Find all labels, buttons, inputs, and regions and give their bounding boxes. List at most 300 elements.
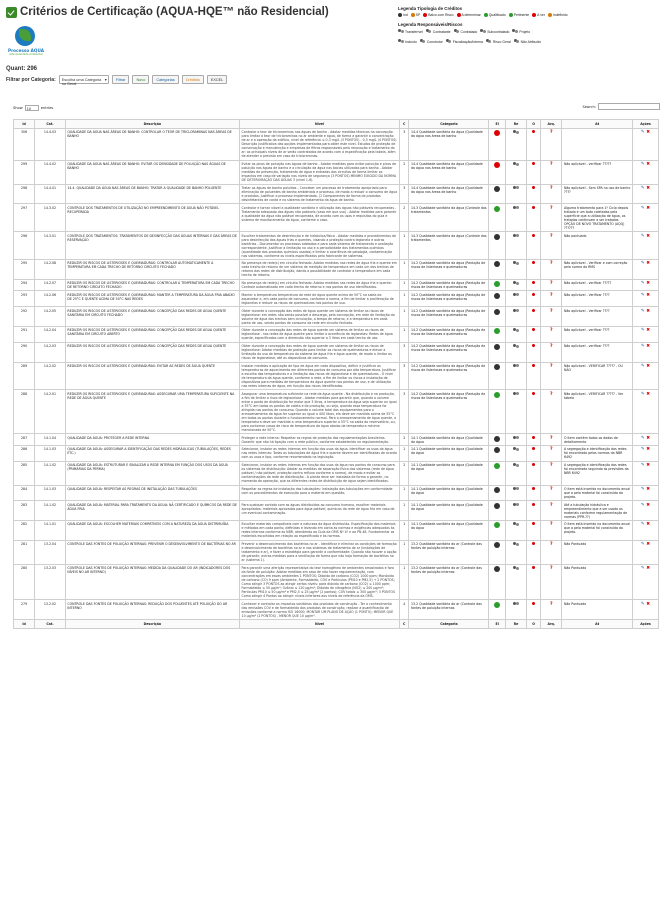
- delete-icon[interactable]: ✖: [644, 261, 651, 267]
- row-actions: [632, 600, 658, 620]
- row-actions: [632, 342, 658, 362]
- row-arq: [541, 160, 562, 184]
- table-row[interactable]: [14, 362, 659, 390]
- edit-icon[interactable]: ✎: [640, 308, 645, 314]
- row-c: 1: [400, 521, 409, 541]
- status-icon: [494, 364, 500, 370]
- legend-item: [398, 13, 408, 17]
- row-description: REDUZIR OS RISCOS DE LISTERIOSES E QUEIMADURAS: CONCEPÇÃO DAS REDES DE ÁGUA QUENTE SANITÁRIA EM CIRCUITO FECHADO: [65, 307, 239, 327]
- row-arq: [541, 307, 562, 327]
- people-icon: [513, 487, 519, 492]
- row-description: CONTROLE DOS TRATAMENTOS: TRATAMENTOS DE DESINFECÇÃO DAS ÁGUAS INTERNAS E DAS ÁREAS DE RESERVAÇÃO: [65, 232, 239, 260]
- row-category: 14.3 Qualidade sanitária da água (Controle dos tratamentos: [409, 232, 489, 260]
- question-icon: ?: [549, 281, 553, 287]
- row-ei: [489, 307, 505, 327]
- row-actions: [632, 434, 658, 446]
- edit-icon[interactable]: ✎: [640, 435, 645, 441]
- row-re: [505, 434, 526, 446]
- row-ei: [489, 184, 505, 204]
- edit-icon[interactable]: ✎: [640, 542, 645, 548]
- legend-item: [509, 13, 529, 17]
- column-header[interactable]: Categoria: [409, 120, 489, 129]
- flag-icon: [532, 463, 535, 466]
- row-ei: [489, 445, 505, 461]
- delete-icon[interactable]: ✖: [644, 566, 651, 572]
- row-cat: 14.2.06: [35, 291, 66, 307]
- row-description: REDUZIR OS RISCOS DE LISTERIOSES E QUEIMADURAS: CONCEPÇÃO DAS REDES DE ÁGUA QUENTE SANITÁRIA EM CIRCUITO ABERTO: [65, 327, 239, 343]
- row-id: 295: [14, 259, 35, 279]
- row-description: CONTROLE DAS FONTES DE POLUIÇÃO INTERNAS: MEDIDA DA QUALIDADE DO AR (INDICADORES DOS NÍVEIS NO AR INTERNO): [65, 564, 239, 600]
- row-actions: [632, 564, 658, 600]
- delete-icon[interactable]: ✖: [644, 447, 651, 453]
- risk-icon: [486, 39, 492, 44]
- table-row[interactable]: [14, 291, 659, 307]
- column-header[interactable]: Ei: [489, 620, 505, 629]
- legend-dot-icon: [509, 13, 513, 17]
- row-arq: [541, 232, 562, 260]
- row-cat: 14.1.03: [35, 445, 66, 461]
- row-arq: [541, 564, 562, 600]
- row-level: Evitar os picos de poluição nas águas de banho - Adotar medidas para evitar poluição e picos de poluição nas águas de banho e a circulação da água nas bacias utilizadas para banho - Adotar medidas de prevenção, tratamento de água e entradas dos circuitos de forma limitar os impactos em caso de variação nos níveis de segurança (3 PONTOS) MÍNIMO EXIGIDO DA NORMA DE DETERIORAÇÃO DAS ÁGUAS 3 (nível 1-6).: [239, 160, 399, 184]
- risk-icon: [398, 39, 404, 44]
- row-re: [505, 160, 526, 184]
- entries-select[interactable]: 10: [25, 105, 39, 111]
- row-at: O item está inserido no documento anual que a pelo material foi construída do projeto.: [562, 485, 633, 501]
- question-icon: ?: [549, 391, 553, 397]
- legend-label: Baixo com Risco: [428, 13, 454, 17]
- legend-label: Contratante: [432, 29, 451, 34]
- table-row[interactable]: [14, 521, 659, 541]
- row-cat: 14.2.02: [35, 362, 66, 390]
- column-header[interactable]: O: [527, 120, 541, 129]
- row-actions: [632, 307, 658, 327]
- delete-icon[interactable]: ✖: [644, 130, 651, 136]
- row-at: Não aplicável - verificar ????: [562, 342, 633, 362]
- row-arq: [541, 279, 562, 291]
- status-icon: [494, 293, 500, 299]
- status-icon: [494, 522, 500, 528]
- row-c: 3: [400, 362, 409, 390]
- question-icon: ?: [549, 233, 553, 239]
- delete-icon[interactable]: ✖: [644, 292, 651, 298]
- edit-icon[interactable]: ✎: [640, 566, 645, 572]
- legend-item: [512, 29, 530, 34]
- row-c: 1: [400, 279, 409, 291]
- row-level: Controlar e tornar viável a qualidade sanitária e utilização das águas não potáveis recuperadas - Tratamento adequado das águas não potáveis (caso em que uso) - Adotar medidas para garantir a qualidade da água não potável recuperada, de acordo com os usos e requisitos do guia e sistema de monitoramento da água, conforme o caso.: [239, 204, 399, 232]
- search-control: Search:: [582, 103, 660, 110]
- categories-button[interactable]: Categorias: [152, 75, 178, 84]
- row-arq: [541, 291, 562, 307]
- row-cat: 14.3.01: [35, 232, 66, 260]
- edit-icon[interactable]: ✎: [640, 601, 645, 607]
- row-cat: 14.2.03: [35, 342, 66, 362]
- row-actions: [632, 461, 658, 485]
- row-description: REDUZIR OS RISCOS DE LISTERIOSES E QUEIMADURAS: CONTROLAR A TEMPERATURA EM CADA TRECHO DE RETORNO CIRCUITO FECHADO: [65, 279, 239, 291]
- column-header[interactable]: Ações: [632, 120, 658, 129]
- table-row[interactable]: [14, 342, 659, 362]
- legend-item: [486, 39, 511, 44]
- row-re: [505, 461, 526, 485]
- flag-icon: [532, 162, 535, 165]
- row-ei: [489, 342, 505, 362]
- row-id: 306: [14, 129, 35, 161]
- row-actions: [632, 501, 658, 521]
- question-icon: ?: [549, 363, 553, 369]
- table-row[interactable]: [14, 184, 659, 204]
- row-o: [527, 279, 541, 291]
- table-row[interactable]: [14, 307, 659, 327]
- row-re: [505, 564, 526, 600]
- edit-icon[interactable]: ✎: [640, 162, 645, 168]
- row-id: 290: [14, 342, 35, 362]
- status-icon: [494, 261, 500, 267]
- row-arq: [541, 434, 562, 446]
- row-description: REDUZIR OS RISCOS DE LISTERIOSES E QUEIMADURAS: CONTROLAR AUTOMATICAMENTE A TEMPERATURA EM CADA TRECHO DE RETORNO CIRCUITO FECHADO: [65, 259, 239, 279]
- column-header[interactable]: Id: [14, 620, 35, 629]
- delete-icon[interactable]: ✖: [644, 328, 651, 334]
- row-level: Proteger a rede interna: Respeitar as regras de proteção das regulamentações brasileiras. Garantir que não há ligação com a rede pública, conforme estabelecido na regulamentação.: [239, 434, 399, 446]
- row-category: 14.2 Qualidade sanitária da água (Redução de riscos de listerioses e queimaduras: [409, 327, 489, 343]
- row-actions: [632, 184, 658, 204]
- row-actions: [632, 327, 658, 343]
- table-row[interactable]: [14, 279, 659, 291]
- row-o: [527, 434, 541, 446]
- row-arq: [541, 540, 562, 564]
- flag-icon: [532, 281, 535, 284]
- row-description: QUALIDADE DA ÁGUA: MATERIAL PARA TRATAMENTO DA ÁGUA: NÃ CERTIFICADO E QUÍMICOS DA REDE DE ÁGUA FRIA: [65, 501, 239, 521]
- excel-button[interactable]: EXCEL: [207, 75, 227, 84]
- edit-icon[interactable]: ✎: [640, 328, 645, 334]
- row-re: [505, 342, 526, 362]
- row-re: [505, 485, 526, 501]
- row-at: Não aplicável - verificar ?????: [562, 160, 633, 184]
- table-row[interactable]: [14, 445, 659, 461]
- people-icon: [513, 293, 519, 298]
- table-row[interactable]: [14, 259, 659, 279]
- column-header[interactable]: Id: [14, 120, 35, 129]
- legend-tipologia-title: Legenda Tipologia de Créditos: [398, 6, 463, 11]
- question-icon: ?: [549, 502, 553, 508]
- row-actions: [632, 291, 658, 307]
- row-id: 280: [14, 564, 35, 600]
- row-at: O item contém todos os dados de detalhamento: [562, 434, 633, 446]
- credits-button[interactable]: Créditos: [182, 75, 204, 84]
- status-icon: [494, 309, 500, 315]
- row-actions: [632, 540, 658, 564]
- row-cat: 14.2.07: [35, 279, 66, 291]
- legend-label: Qualificado: [488, 13, 506, 17]
- edit-icon[interactable]: ✎: [640, 261, 645, 267]
- legend-panel: [398, 6, 662, 49]
- edit-icon[interactable]: ✎: [640, 233, 645, 239]
- row-c: 2: [400, 434, 409, 446]
- question-icon: ?: [549, 205, 553, 211]
- delete-icon[interactable]: ✖: [644, 542, 651, 548]
- row-arq: [541, 461, 562, 485]
- edit-icon[interactable]: ✎: [640, 522, 645, 528]
- table-row[interactable]: [14, 540, 659, 564]
- table-row[interactable]: [14, 327, 659, 343]
- column-header[interactable]: Cat.: [35, 620, 66, 629]
- legend-riscos: [398, 39, 662, 44]
- row-o: [527, 204, 541, 232]
- row-id: 289: [14, 362, 35, 390]
- risk-icon: [446, 39, 452, 44]
- row-cat: 14.2.08: [35, 259, 66, 279]
- row-description: CONTROLE DAS FONTES DE POLUIÇÃO INTERNAS: PREVENIR O DESENVOLVIMENTO DE BACTÉRIAS NO AR: [65, 540, 239, 564]
- filter-button[interactable]: Filtrar: [112, 75, 130, 84]
- question-icon: ?: [549, 566, 553, 572]
- entries-control: Show 10 entries: [13, 106, 54, 111]
- legend-label: Pertinente: [513, 13, 530, 17]
- column-header[interactable]: Nível: [239, 620, 399, 629]
- table-row[interactable]: [14, 600, 659, 620]
- edit-icon[interactable]: ✎: [640, 486, 645, 492]
- row-level: Selecionar, instalar as redes internas em função dos usos da água nos pontos de consumo para os sistemas de distribuição: Adotar as medidas de separação física dos sistemas (rede de água potável / não potável, proteção contra refluxo conforme a norma), de modo a evitar as contaminações da rede de distribuição - A planta deve ser instalada de forma a garantir, no momento da operação, que as diferentes redes de distribuição de água sejam identificadas.: [239, 461, 399, 485]
- row-level: Manter a temperatura temperatura da rede de água quente acima de 50°C na saída do aquecedor e, em cada ponto de consumo, conforme a norma, a fim de limitar a proliferação de legionelas e reduzir os riscos de queimaduras nos pontos de uso.: [239, 291, 399, 307]
- row-c: 1: [400, 501, 409, 521]
- row-id: 294: [14, 279, 35, 291]
- filter-label: Filtrar por Categoria:: [6, 76, 56, 83]
- legend-item: [514, 39, 542, 44]
- column-header[interactable]: Ações: [632, 620, 658, 629]
- row-description: QUALIDADE DA ÁGUA: RESPEITAR AS REGRAS DE INSTALAÇÃO DAS TUBULAÇÕES: [65, 485, 239, 501]
- row-o: [527, 259, 541, 279]
- people-icon: [513, 206, 519, 211]
- row-ei: [489, 485, 505, 501]
- delete-icon[interactable]: ✖: [644, 162, 651, 168]
- row-o: [527, 232, 541, 260]
- table-row[interactable]: [14, 434, 659, 446]
- legend-label: Subcontratado: [487, 29, 510, 34]
- delete-icon[interactable]: ✖: [644, 463, 651, 469]
- question-icon: ?: [549, 486, 553, 492]
- status-icon: [494, 130, 500, 136]
- row-arq: [541, 204, 562, 232]
- category-select[interactable]: Escolha uma Categoria ou Geral ▾: [59, 75, 109, 84]
- table-row[interactable]: [14, 564, 659, 600]
- edit-icon[interactable]: ✎: [640, 185, 645, 191]
- row-description: 14.4. QUALIDADE DA ÁGUA NAS ÁREAS DE BANHO: TRATAR A QUALIDADE DE BANHO POLUENTE: [65, 184, 239, 204]
- delete-icon[interactable]: ✖: [644, 522, 651, 528]
- row-re: [505, 204, 526, 232]
- status-icon: [494, 436, 500, 442]
- delete-icon[interactable]: ✖: [644, 435, 651, 441]
- row-re: [505, 600, 526, 620]
- page-title: Critérios de Certificação (AQUA-HQE™ não Residencial): [6, 6, 396, 18]
- delete-icon[interactable]: ✖: [644, 344, 651, 350]
- row-o: [527, 600, 541, 620]
- row-c: 3: [400, 129, 409, 161]
- legend-label: Incluído: [405, 39, 417, 44]
- edit-icon[interactable]: ✎: [640, 447, 645, 453]
- column-header[interactable]: C: [400, 120, 409, 129]
- status-icon: [494, 186, 500, 192]
- row-at: Não aplicável - Verificar e com correção pela norma da RMS: [562, 259, 633, 279]
- row-o: [527, 327, 541, 343]
- legend-item: [426, 29, 451, 34]
- edit-icon[interactable]: ✎: [640, 130, 645, 136]
- table-row[interactable]: [14, 461, 659, 485]
- legend-item: [398, 39, 417, 44]
- column-header[interactable]: Cat.: [35, 120, 66, 129]
- row-level: Instalar medidas a aplicação de tipo de água em cada dispositivo, definir e justificar as temperaturas de aquecimento em diferentes pontos de consumo por alta temperatura. Justificar a escolha das temperaturas e a limitação dos riscos de legionelose e de queimaduras - O nível de temperatura da água quente, conforme a rede, a fim de limitar os riscos a instalação de dispositivos para medidas de temperatura da água quente nos pontos de uso, e de utilização nas redes internas de água, em função dos riscos identificados.: [239, 362, 399, 390]
- row-re: [505, 279, 526, 291]
- row-c: 2: [400, 461, 409, 485]
- question-icon: ?: [549, 463, 553, 469]
- row-level: Obter durante a concepção das redes de água quente um sistema de limitar os riscos de legionelose: Adotar medidas de proteção para limitar os riscos de queimaduras e elevar a limitação do uso de temperatura do sistema de água fria e água quente, de modo a limitar os riscos de legionelose, até os dispositivos de consumo.: [239, 342, 399, 362]
- column-header[interactable]: O: [527, 620, 541, 629]
- delete-icon[interactable]: ✖: [644, 233, 651, 239]
- legend-item: [548, 13, 568, 17]
- table-row[interactable]: [14, 160, 659, 184]
- row-at: Até a tubulação hidráulica e empreendimento que a ser usado os materiais conforme regulamentação de normas (PPR-??): [562, 501, 633, 521]
- row-category: 14.2 Qualidade sanitária da água (Redução de riscos de listerioses e queimaduras: [409, 390, 489, 434]
- legend-label: Risco Geral: [492, 39, 511, 44]
- edit-icon[interactable]: ✎: [640, 502, 645, 508]
- people-icon: [454, 29, 460, 34]
- row-actions: [632, 279, 658, 291]
- row-arq: [541, 445, 562, 461]
- column-header[interactable]: Arq.: [541, 620, 562, 629]
- question-icon: ?: [549, 447, 553, 453]
- row-cat: 14.2.05: [35, 307, 66, 327]
- column-header[interactable]: Re: [505, 120, 526, 129]
- flag-icon: [532, 602, 535, 605]
- search-input[interactable]: [598, 103, 660, 110]
- legend-label: A ver: [537, 13, 545, 17]
- column-header[interactable]: Categoria: [409, 620, 489, 629]
- row-re: [505, 307, 526, 327]
- question-icon: ?: [549, 185, 553, 191]
- row-arq: [541, 362, 562, 390]
- flag-icon: [532, 522, 535, 525]
- row-re: [505, 501, 526, 521]
- risk-icon: [514, 39, 520, 44]
- row-arq: [541, 390, 562, 434]
- row-at: Não pontuado: [562, 232, 633, 260]
- column-header[interactable]: Ei: [489, 120, 505, 129]
- row-description: REDUZIR OS RISCOS DE LISTERIOSES E QUEIMADURAS: EVITAR AS REDES DE ÁGUA QUENTE: [65, 362, 239, 390]
- edit-icon[interactable]: ✎: [640, 463, 645, 469]
- row-category: 14.1 Qualidade sanitária da água (Qualidade da água: [409, 461, 489, 485]
- row-at: [562, 129, 633, 161]
- legend-dot-icon: [411, 13, 415, 17]
- table-row[interactable]: [14, 129, 659, 161]
- flag-icon: [532, 293, 535, 296]
- delete-icon[interactable]: ✖: [644, 281, 651, 287]
- column-header[interactable]: Descrição: [65, 120, 239, 129]
- edit-icon[interactable]: ✎: [640, 292, 645, 298]
- delete-icon[interactable]: ✖: [644, 205, 651, 211]
- row-o: [527, 129, 541, 161]
- status-icon: [494, 487, 500, 493]
- legend-tipologia: [398, 13, 662, 17]
- row-ei: [489, 279, 505, 291]
- delete-icon[interactable]: ✖: [644, 502, 651, 508]
- column-header[interactable]: At: [562, 120, 633, 129]
- people-icon: [513, 447, 519, 452]
- row-c: 1: [400, 291, 409, 307]
- row-actions: [632, 160, 658, 184]
- row-description: QUALIDADE DA ÁGUA: ESTRUTURAR E SINALIZAR A REDE INTERNA EM FUNÇÃO DOS USOS DA ÁGUA (PRIMÁRIAS DA PERMA): [65, 461, 239, 485]
- edit-icon[interactable]: ✎: [640, 363, 645, 369]
- row-actions: [632, 204, 658, 232]
- row-id: 298: [14, 184, 35, 204]
- row-level: Assegurar uma temperatura suficiente na rede de água quente - Na distribuição e na produção, a fim de limitar o risco de legionelose - Adotar medidas para garantir que, quando o volume entre o ponto de distribuição for maior que 3 litros, a temperatura da água seja superior ou igual a 55°C em todos os pontos de coleta e de produção, ou seja, quando essa temperatura for atingida nos pontos de consumo. Quando o volume total dos equipamentos para o armazenamento da água for superior ou igual a 400 litros, ela deve ser mantida acima de 55°C em todos os pontos durante o funcionamento normal. Para o armazenamento de água quente, a temperatura deve ser mantida a uma temperatura superior a 55°C na saída do reservatório, ou, para contornar casos de risco de temperatura da água abaixo da temperatura mínima mencionada de 50°C.: [239, 390, 399, 434]
- legend-item: [484, 13, 506, 17]
- delete-icon[interactable]: ✖: [644, 601, 651, 607]
- column-header[interactable]: Re: [505, 620, 526, 629]
- legend-item: [454, 29, 478, 34]
- row-id: 285: [14, 461, 35, 485]
- row-actions: [632, 259, 658, 279]
- edit-icon[interactable]: ✎: [640, 344, 645, 350]
- row-id: 292: [14, 307, 35, 327]
- question-icon: ?: [549, 344, 553, 350]
- column-header[interactable]: At: [562, 620, 633, 629]
- row-cat: 14.4.03: [35, 129, 66, 161]
- filter-row: [6, 75, 227, 84]
- row-level: Prevenir o desenvolvimento das bactérias no ar - Identificar e eliminar as condições de formação e desenvolvimento de bactérias no ar e nos sistemas de tratamento de ar (instalações de tratamento e ar), e fazer a estratégia para garantir a conformidade: Quando não houver a opção de garantir, outras medidas para a ventilação de forma que não haja formação de bactérias no ar (sistema 1).: [239, 540, 399, 564]
- edit-icon[interactable]: ✎: [640, 281, 645, 287]
- row-c: 1: [400, 259, 409, 279]
- flag-icon: [532, 186, 535, 189]
- row-cat: 14.1.03: [35, 485, 66, 501]
- row-o: [527, 564, 541, 600]
- edit-icon[interactable]: ✎: [640, 391, 645, 397]
- legend-dot-icon: [548, 13, 552, 17]
- delete-icon[interactable]: ✖: [644, 363, 651, 369]
- table-row[interactable]: [14, 390, 659, 434]
- row-re: [505, 184, 526, 204]
- row-actions: [632, 129, 658, 161]
- legend-item: [457, 13, 481, 17]
- table-row[interactable]: [14, 485, 659, 501]
- new-button[interactable]: Novo: [132, 75, 149, 84]
- delete-icon[interactable]: ✖: [644, 308, 651, 314]
- row-arq: [541, 327, 562, 343]
- delete-icon[interactable]: ✖: [644, 185, 651, 191]
- people-icon: [513, 186, 519, 191]
- flag-icon: [532, 566, 535, 569]
- table-row[interactable]: [14, 204, 659, 232]
- status-icon: [494, 463, 500, 469]
- row-actions: [632, 362, 658, 390]
- legend-dot-icon: [398, 13, 402, 17]
- criteria-table: [13, 119, 659, 629]
- row-c: 1: [400, 485, 409, 501]
- people-icon: [513, 344, 519, 349]
- table-row[interactable]: [14, 501, 659, 521]
- delete-icon[interactable]: ✖: [644, 391, 651, 397]
- delete-icon[interactable]: ✖: [644, 486, 651, 492]
- column-header[interactable]: Arq.: [541, 120, 562, 129]
- edit-icon[interactable]: ✎: [640, 205, 645, 211]
- row-at: Não Pontuado: [562, 600, 633, 620]
- question-icon: ?: [549, 522, 553, 528]
- row-at: Não aplicável - verificar ?????: [562, 279, 633, 291]
- legend-label: Ind: [403, 13, 408, 17]
- table-row[interactable]: [14, 232, 659, 260]
- column-header[interactable]: Nível: [239, 120, 399, 129]
- row-id: 297: [14, 204, 35, 232]
- row-ei: [489, 461, 505, 485]
- column-header[interactable]: Descrição: [65, 620, 239, 629]
- column-header[interactable]: C: [400, 620, 409, 629]
- row-actions: [632, 485, 658, 501]
- people-icon: [513, 130, 519, 135]
